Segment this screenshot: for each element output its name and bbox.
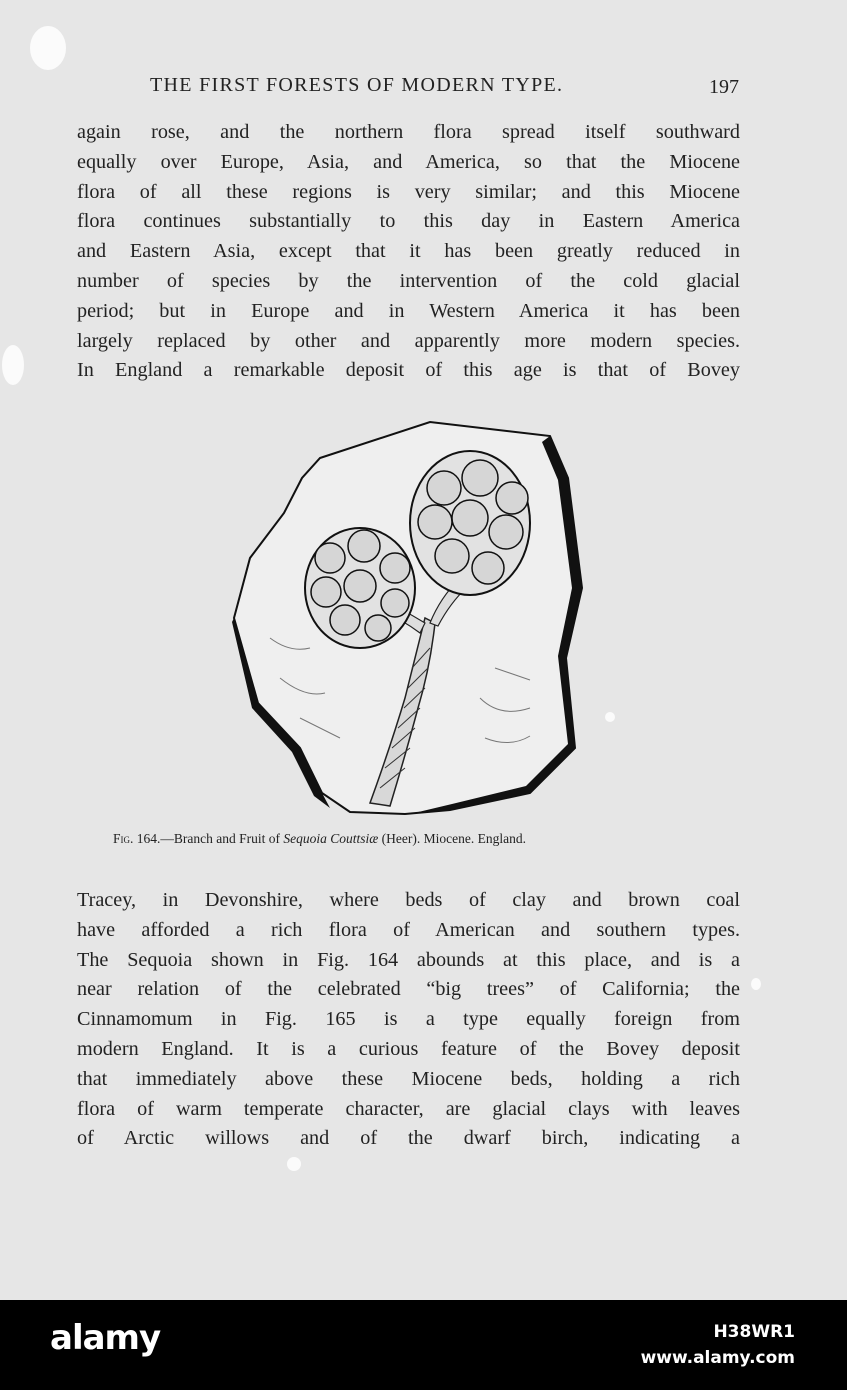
text-line: flora continues substantially to this day in Eastern America [77,210,740,233]
text-line: flora of all these regions is very similar; and this Miocene [77,180,740,203]
text-line: number of species by the intervention of the cold glacial [77,269,740,292]
text-line: period; but in Europe and in Western America it has been [77,299,740,322]
text-line: equally over Europe, Asia, and America, so that the Miocene [77,150,740,173]
text-line: largely replaced by other and apparently more modern species. [77,329,740,352]
caption-species: Sequoia Couttsiæ [283,831,379,846]
text-line: of Arctic willows and of the dwarf birch, indicating a [77,1127,740,1150]
stock-footer-bar [0,1300,847,1390]
caption-lead: —Branch and Fruit of [160,831,280,846]
text-line: and Eastern Asia, except that it has been greatly reduced in [77,240,740,263]
dust-speck [2,345,24,385]
text-line: The Sequoia shown in Fig. 164 abounds at this place, and is a [77,948,740,971]
site-url: www.alamy.com [640,1348,795,1368]
dust-speck [287,1157,301,1171]
text-line: Tracey, in Devonshire, where beds of clay and brown coal [77,889,740,911]
figure-caption [113,831,713,847]
running-head [150,70,743,106]
sequoia-fossil-drawing [230,418,590,818]
alamy-logo: alamy [50,1318,161,1358]
dust-speck [605,712,615,722]
text-line: Cinnamomum in Fig. 165 is a type equally foreign from [77,1008,740,1031]
text-line: again rose, and the northern flora spread itself southward [77,121,740,143]
body-text-after-figure [77,886,740,1154]
image-id: H38WR1 [713,1322,795,1342]
caption-tail: (Heer). Miocene. England. [381,831,526,846]
figure-number: Fig. 164. [113,831,161,846]
fossil-illustration [230,418,590,818]
text-line: that immediately above these Miocene beds, holding a rich [77,1067,740,1090]
dust-speck [751,978,761,990]
text-line: flora of warm temperate character, are glacial clays with leaves [77,1097,740,1120]
dust-speck [30,26,66,70]
text-line: In England a remarkable deposit of this age is that of Bovey [77,359,740,382]
text-line: modern England. It is a curious feature of the Bovey deposit [77,1037,740,1060]
body-text-before-figure [77,118,740,386]
text-line: have afforded a rich flora of American and southern types. [77,918,740,941]
text-line: near relation of the celebrated “big trees” of California; the [77,978,740,1001]
running-title: THE FIRST FORESTS OF MODERN TYPE. [150,74,564,96]
page-number: 197 [709,76,739,98]
